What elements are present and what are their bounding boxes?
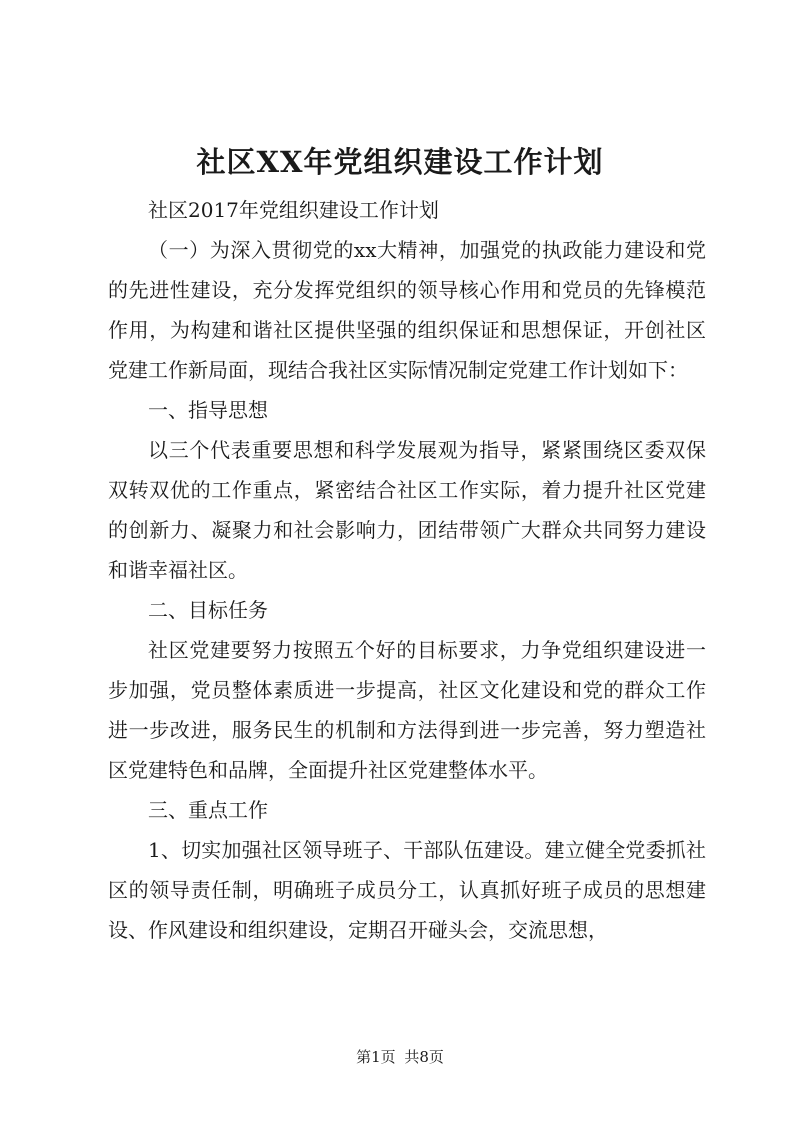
page-footer [0, 1046, 800, 1068]
total-pages: 共8页 [404, 1048, 444, 1066]
page-number: 第1页 [356, 1048, 396, 1066]
document-title: 社区XX年党组织建设工作计划 [196, 145, 604, 179]
intro-paragraph: （一）为深入贯彻党的xx大精神，加强党的执政能力建设和党的先进性建设，充分发挥党组织的领导核心作用和党员的先锋模范作用，为构建和谐社区提供坚强的组织保证和思想保证，开创社区党建工作新局面，现结合我社区实际情况制定党建工作计划如下： [108, 238, 706, 382]
key-work-paragraph: 1、切实加强社区领导班子、干部队伍建设。建立健全党委抓社区的领导责任制，明确班子成员分工，认真抓好班子成员的思想建设、作风建设和组织建设，定期召开碰头会，交流思想， [108, 838, 706, 942]
section-heading-key-work: 三、重点工作 [148, 798, 268, 822]
section-heading-goals: 二、目标任务 [148, 598, 268, 622]
subtitle-paragraph: 社区2017年党组织建设工作计划 [148, 198, 439, 222]
section-heading-guiding-thought: 一、指导思想 [148, 398, 268, 422]
guiding-thought-paragraph: 以三个代表重要思想和科学发展观为指导，紧紧围绕区委双保双转双优的工作重点，紧密结合社区工作实际，着力提升社区党建的创新力、凝聚力和社会影响力，团结带领广大群众共同努力建设和谐幸福社区。 [108, 438, 706, 582]
goals-paragraph: 社区党建要努力按照五个好的目标要求，力争党组织建设进一步加强，党员整体素质进一步提高，社区文化建设和党的群众工作进一步改进，服务民生的机制和方法得到进一步完善，努力塑造社区党建特色和品牌，全面提升社区党建整体水平。 [108, 638, 706, 782]
document-body [108, 190, 706, 950]
